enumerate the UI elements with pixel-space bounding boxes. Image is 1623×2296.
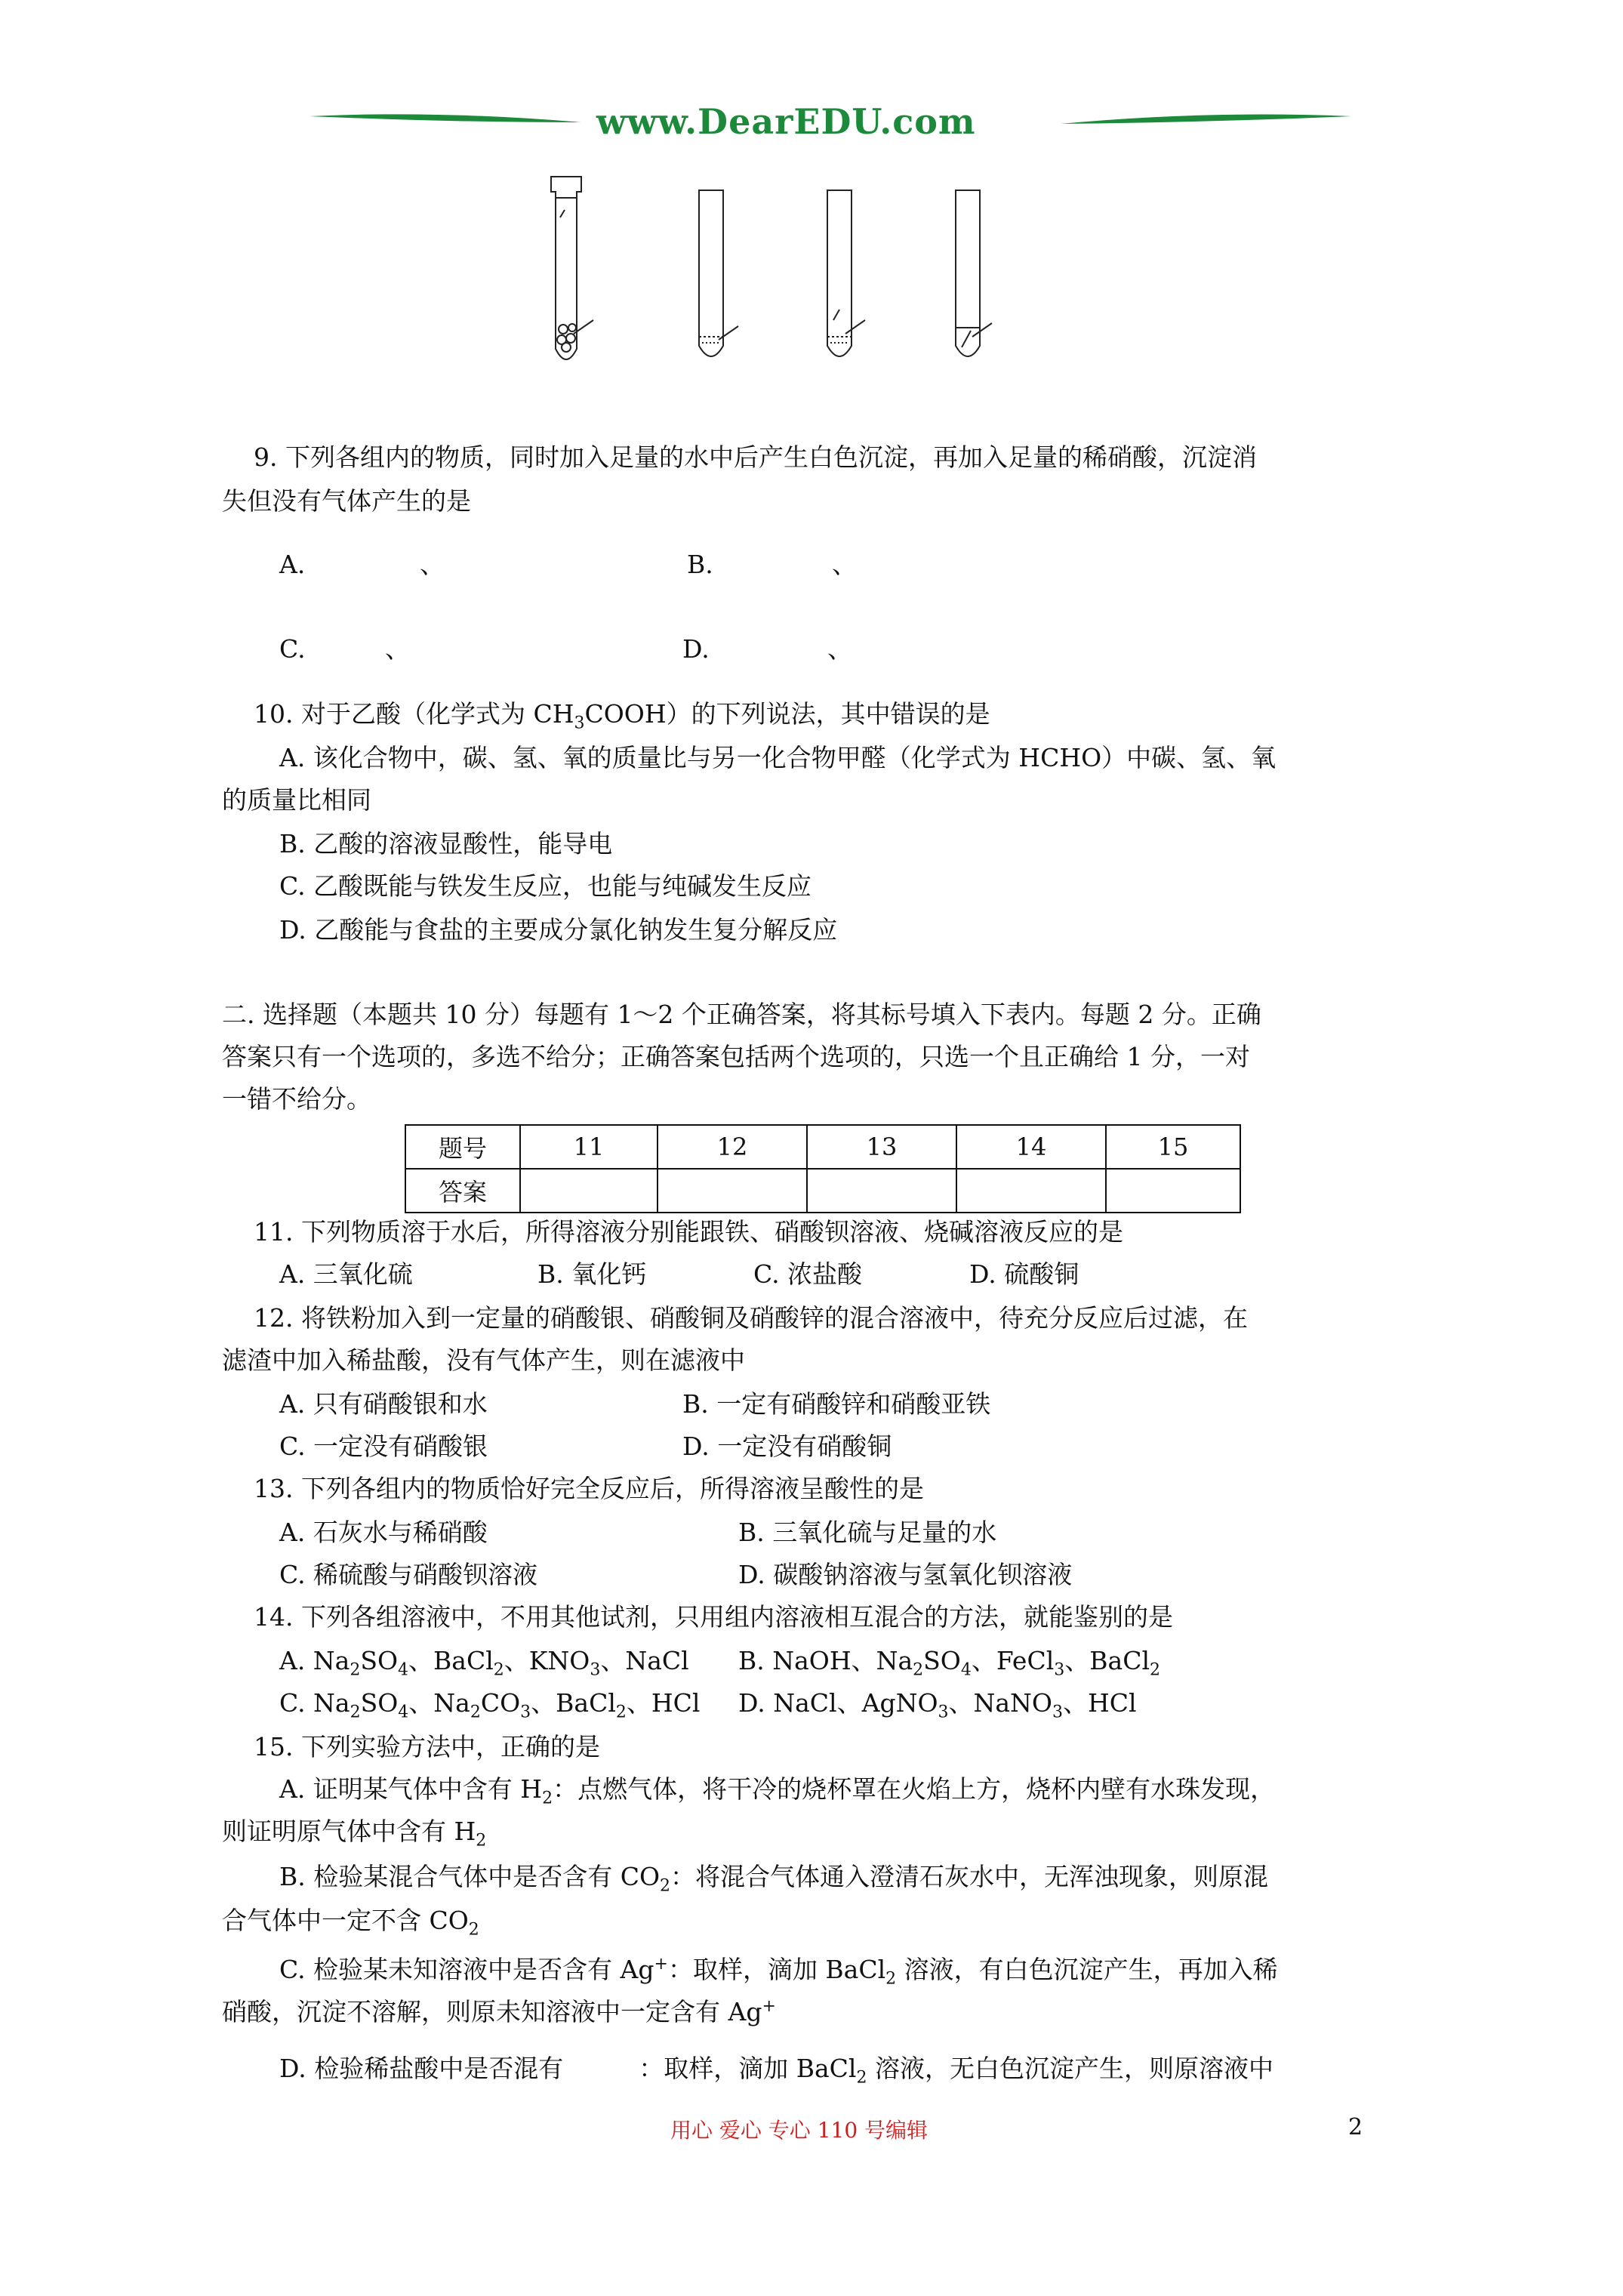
q14-option-c: C. $Na_2SO_4$、$Na_2CO_3$、BaCl$_2$、HCl — [279, 1688, 701, 1722]
table-label-answer: 答案 — [405, 1169, 520, 1213]
q14-option-b: B. NaOH、$Na_2SO_4$、FeCl$_3$、BaCl$_2$ — [738, 1646, 1161, 1680]
q12-option-d: D. 一定没有硝酸铜 — [682, 1432, 892, 1461]
q11-option-b: B. 氧化钙 — [537, 1259, 647, 1289]
q9-option-d: D. — [682, 634, 710, 664]
q9-stem-line2: 失但没有气体产生的是 — [222, 486, 471, 516]
q13-option-a: A. 石灰水与稀硝酸 — [279, 1518, 488, 1547]
q15-option-c-line1: C. 检验某未知溶液中是否含有 Ag+：取样，滴加 BaCl$_2$ 溶液，有白色沉淀产生，再加入稀 — [279, 1955, 1278, 1989]
section2-instructions-line1: 二. 选择题（本题共 10 分）每题有 1～2 个正确答案，将其标号填入下表内。每题 2 分。正确 — [222, 1000, 1261, 1029]
q12-option-c: C. 一定没有硝酸银 — [279, 1432, 488, 1461]
footer-slogan: 用心 爱心 专心 110 号编辑 — [670, 2118, 929, 2143]
test-tubes-illustration — [528, 172, 1027, 376]
answer-cell[interactable] — [956, 1169, 1106, 1213]
q15-option-a-line1: A. 证明某气体中含有 $H_2$：点燃气体，将干冷的烧杯罩在火焰上方，烧杯内壁有水珠发现， — [279, 1774, 1276, 1808]
q12-option-b: B. 一定有硝酸锌和硝酸亚铁 — [682, 1389, 991, 1419]
q9-option-a: A. — [279, 550, 306, 579]
section2-instructions-line3: 一错不给分。 — [222, 1084, 371, 1114]
q10-option-a-line2: 的质量比相同 — [222, 785, 371, 815]
q13-stem: 13. 下列各组内的物质恰好完全反应后，所得溶液呈酸性的是 — [254, 1474, 924, 1503]
answer-cell[interactable] — [1106, 1169, 1240, 1213]
q15-stem: 15. 下列实验方法中，正确的是 — [254, 1732, 600, 1761]
q13-option-d: D. 碳酸钠溶液与氢氧化钡溶液 — [738, 1560, 1073, 1589]
q9-option-b-sep: 、 — [832, 550, 857, 579]
answer-cell[interactable] — [807, 1169, 956, 1213]
q15-option-d-line1: D. 检验稀盐酸中是否混有 ：取样，滴加 BaCl$_2$ 溶液，无白色沉淀产生，则原溶液中 — [279, 2054, 1273, 2088]
q10-option-b: B. 乙酸的溶液显酸性，能导电 — [279, 829, 613, 858]
table-number-cell: 15 — [1106, 1125, 1240, 1169]
q14-option-a: A. $Na_2SO_4$、BaCl$_2$、$KNO_3$、NaCl — [279, 1646, 689, 1680]
table-number-cell: 14 — [956, 1125, 1106, 1169]
q11-option-a: A. 三氧化硫 — [279, 1259, 413, 1289]
q9-option-a-sep: 、 — [420, 550, 445, 579]
q13-option-b: B. 三氧化硫与足量的水 — [738, 1518, 997, 1547]
table-number-cell: 12 — [658, 1125, 807, 1169]
site-name[interactable]: www.DearEDU.com — [596, 101, 976, 142]
section2-instructions-line2: 答案只有一个选项的，多选不给分；正确答案包括两个选项的，只选一个且正确给 1 分，一对 — [222, 1042, 1250, 1071]
q10-option-c: C. 乙酸既能与铁发生反应，也能与纯碱发生反应 — [279, 871, 812, 901]
table-number-cell: 13 — [807, 1125, 956, 1169]
q9-option-c-sep: 、 — [385, 634, 410, 664]
q10-stem: 10. 对于乙酸（化学式为 $CH_3COOH$）的下列说法，其中错误的是 — [254, 699, 990, 733]
answer-table-number-row — [405, 1125, 1240, 1169]
q9-option-d-sep: 、 — [827, 634, 852, 664]
q11-stem: 11. 下列物质溶于水后，所得溶液分别能跟铁、硝酸钡溶液、烧碱溶液反应的是 — [254, 1217, 1123, 1247]
q14-option-d: D. NaCl、AgNO$_3$、NaNO$_3$、HCl — [738, 1688, 1137, 1722]
q10-option-d: D. 乙酸能与食盐的主要成分氯化钠发生复分解反应 — [279, 915, 838, 945]
q11-option-d: D. 硫酸铜 — [969, 1259, 1079, 1289]
q9-option-c: C. — [279, 634, 306, 664]
q13-option-c: C. 稀硫酸与硝酸钡溶液 — [279, 1560, 538, 1589]
q9-stem-line1: 9. 下列各组内的物质，同时加入足量的水中后产生白色沉淀，再加入足量的稀硝酸，沉淀消 — [254, 442, 1257, 472]
page-number: 2 — [1348, 2114, 1363, 2140]
q11-option-c: C. 浓盐酸 — [753, 1259, 863, 1289]
q9-option-b: B. — [687, 550, 713, 579]
answer-cell[interactable] — [520, 1169, 658, 1213]
q15-option-b-line2: 合气体中一定不含 $CO_2$ — [222, 1906, 479, 1940]
answer-table-answer-row — [405, 1169, 1240, 1213]
table-label-number: 题号 — [405, 1125, 520, 1169]
q15-option-b-line1: B. 检验某混合气体中是否含有 $CO_2$：将混合气体通入澄清石灰水中，无浑浊现象，则原混 — [279, 1862, 1269, 1896]
q10-option-a-line1: A. 该化合物中，碳、氢、氧的质量比与另一化合物甲醛（化学式为 HCHO）中碳、氢、氧 — [279, 743, 1277, 772]
answer-table — [405, 1124, 1241, 1213]
q15-option-a-line2: 则证明原气体中含有 $H_2$ — [222, 1817, 487, 1851]
answer-cell[interactable] — [658, 1169, 807, 1213]
q12-stem-line2: 滤渣中加入稀盐酸，没有气体产生，则在滤液中 — [222, 1345, 745, 1375]
table-number-cell: 11 — [520, 1125, 658, 1169]
q15-option-c-line2: 硝酸，沉淀不溶解，则原未知溶液中一定含有 Ag+ — [222, 1997, 776, 2026]
q14-stem: 14. 下列各组溶液中，不用其他试剂，只用组内溶液相互混合的方法，就能鉴别的是 — [254, 1602, 1173, 1632]
q12-stem-line1: 12. 将铁粉加入到一定量的硝酸银、硝酸铜及硝酸锌的混合溶液中，待充分反应后过滤，在 — [254, 1303, 1248, 1333]
q12-option-a: A. 只有硝酸银和水 — [279, 1389, 488, 1419]
